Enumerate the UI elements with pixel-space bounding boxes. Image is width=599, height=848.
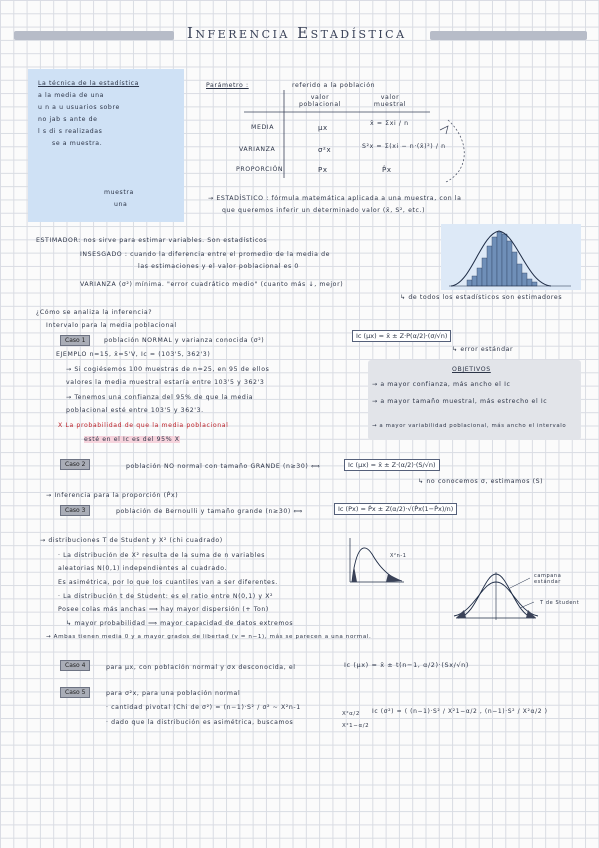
title-bar-left	[14, 31, 174, 40]
caso1-text: población NORMAL y varianza conocida (σ²)	[104, 337, 265, 344]
caso5-label: Caso 5	[60, 687, 90, 698]
row-proporcion-mue: P̂x	[382, 166, 392, 174]
caso4-formula: Ic (μx) = x̄ ± t(n−1, α/2)·(Sx/√n)	[344, 661, 470, 669]
tstudent-label: T de Student	[540, 600, 580, 606]
estimador-insesgado2: las estimaciones y el valor poblacional es 0	[138, 263, 299, 270]
caso2-label: Caso 2	[60, 459, 90, 470]
caso5-line2: · dado que la distribución es asimétrica, buscamos	[106, 719, 294, 726]
caso5-chi-b: X²1−α/2	[342, 723, 370, 729]
intro-line: no jab s ante de	[38, 116, 98, 123]
wrong-statement-1: X La probabilidad de que la media poblacional	[58, 422, 229, 429]
wrong-statement-2: esté en el Ic es del 95% X	[84, 436, 180, 443]
objetivos-item: → a mayor confianza, más ancho el Ic	[372, 381, 511, 388]
caso2-formula: Ic (μx) = x̄ ± Z·(α/2)·(S/√n)	[344, 459, 440, 471]
title-bar-right	[430, 31, 587, 40]
caso2-text: población NO normal con tamaño GRANDE (n≥30) ⟺	[126, 463, 321, 470]
page-title: Inferencia Estadística	[187, 24, 407, 42]
analisis-intervalo: Intervalo para la media poblacional	[46, 322, 177, 329]
bullet1a: → Si cogiésemos 100 muestras de n=25, en 95 de ellos	[66, 366, 270, 373]
row-proporcion-pob: Px	[318, 166, 328, 174]
col-header-muestral: valor muestral	[373, 94, 407, 108]
ejemplo: EJEMPLO n=15, x̄=5'V, Ic = (103'5, 362'3)	[56, 351, 211, 358]
chi-square-curve	[346, 536, 406, 586]
dist-line: Es asimétrica, por lo que los cuantiles van a ser diferentes.	[58, 579, 278, 586]
row-media-name: MEDIA	[251, 124, 275, 131]
objetivos-title: OBJETIVOS	[452, 366, 491, 373]
intro-footer: muestra	[104, 189, 134, 196]
caso3-text: población de Bernoulli y tamaño grande (n≥30) ⟺	[116, 508, 303, 515]
dist-line: aleatorias N(0,1) independientes al cuadrado.	[58, 565, 228, 572]
chi-graph-label: X²n-1	[390, 553, 407, 559]
t-student-curve	[450, 568, 540, 634]
caso5-text: para σ²x, para una población normal	[106, 690, 241, 697]
parametro-desc: referido a la población	[292, 82, 376, 89]
bullet2a: → Tenemos una confianza del 95% de que la media	[66, 394, 254, 401]
campana-label: campana estándar	[534, 573, 562, 585]
dist-line: → Ambas tienen media 0 y a mayor grados de libertad (v = n−1), más se parecen a una normal.	[46, 634, 372, 640]
row-media-mue: x̄ = Σxi / n	[370, 120, 409, 127]
dist-line: ↳ mayor probabilidad ⟹ mayor capacidad de datos extremos	[66, 620, 294, 627]
intro-line: l s di s realizadas	[38, 128, 103, 135]
caso1-label: Caso 1	[60, 335, 90, 346]
caso2-note: ↳ no conocemos σ, estimamos (S)	[418, 478, 544, 485]
dist-heading: → distribuciones T de Student y X² (chi cuadrado)	[40, 537, 223, 544]
dist-line: · La distribución de X² resulta de la suma de n variables	[58, 552, 266, 559]
caso3-intro: → Inferencia para la proporción (P̂x)	[46, 492, 179, 499]
intro-footer: una	[114, 201, 128, 208]
intro-line: La técnica de la estadística	[38, 80, 140, 87]
caso1-formula-note: ↳ error estándar	[452, 346, 514, 353]
row-media-pob: μx	[318, 124, 328, 132]
caso5-formula: Ic (σ²) = ( (n−1)·S² / X²1−α/2 , (n−1)·S² / X²α/2 )	[372, 708, 548, 715]
histogram-normal-curve	[441, 224, 581, 290]
estadistico-line1: → ESTADÍSTICO : fórmula matemática aplicada a una muestra, con la	[208, 195, 462, 202]
parametro-label: Parámetro :	[206, 82, 249, 89]
caso5-line1: · cantidad pivotal (Chi de σ²) = (n−1)·S² / σ² ~ X²n-1	[106, 704, 301, 711]
caso4-label: Caso 4	[60, 660, 90, 671]
caso5-chi-a: X²α/2	[342, 711, 360, 717]
intro-line: a la media de una	[38, 92, 105, 99]
estimador-insesgado: INSESGADO : cuando la diferencia entre el promedio de la media de	[80, 251, 331, 258]
dist-line: · La distribución t de Student: es el ratio entre N(0,1) y X²	[58, 593, 274, 600]
intro-line: se a muestra.	[52, 140, 103, 147]
row-varianza-mue: S²x = Σ(xi − n·(x̄)²) / n	[362, 143, 446, 150]
caso3-label: Caso 3	[60, 505, 90, 516]
intro-line: u n a u usuarios sobre	[38, 104, 120, 111]
row-proporcion-name: PROPORCIÓN	[236, 166, 284, 173]
bullet2b: poblacional esté entre 103'5 y 362'3.	[66, 407, 204, 414]
estadistico-line2: que queremos inferir un determinado valor (x̄, S², etc.)	[222, 207, 426, 214]
objetivos-item: → a mayor variabilidad poblacional, más ancho el intervalo	[372, 423, 567, 429]
estimador-heading: ESTIMADOR: nos sirve para estimar variables. Son estadísticos	[36, 237, 268, 244]
estimador-note: ↳ de todos los estadísticos son estimadores	[400, 294, 563, 301]
bullet1b: valores la media muestral estaría entre 103'5 y 362'3	[66, 379, 265, 386]
col-header-poblacional: valor poblacional	[298, 94, 342, 108]
row-varianza-name: VARIANZA	[239, 146, 276, 153]
dist-line: Posee colas más anchas ⟹ hay mayor dispersión (+ Ton)	[58, 606, 269, 613]
analisis-question: ¿Cómo se analiza la inferencia?	[36, 309, 153, 316]
objetivos-item: → a mayor tamaño muestral, más estrecho el Ic	[372, 398, 548, 405]
row-varianza-pob: σ²x	[318, 146, 332, 154]
caso3-formula: Ic (Px) = P̂x ± Z(α/2)·√(P̂x(1−P̂x)/n)	[334, 503, 457, 515]
estimador-varianza: VARIANZA (σ²) mínima. "error cuadrático medio" (cuanto más ↓, mejor)	[80, 281, 344, 288]
caso1-formula: Ic (μx) = x̄ ± Z·P(α/2)·(σ/√n)	[352, 330, 451, 342]
caso4-text: para μx, con población normal y σx desconocida, el	[106, 664, 296, 671]
